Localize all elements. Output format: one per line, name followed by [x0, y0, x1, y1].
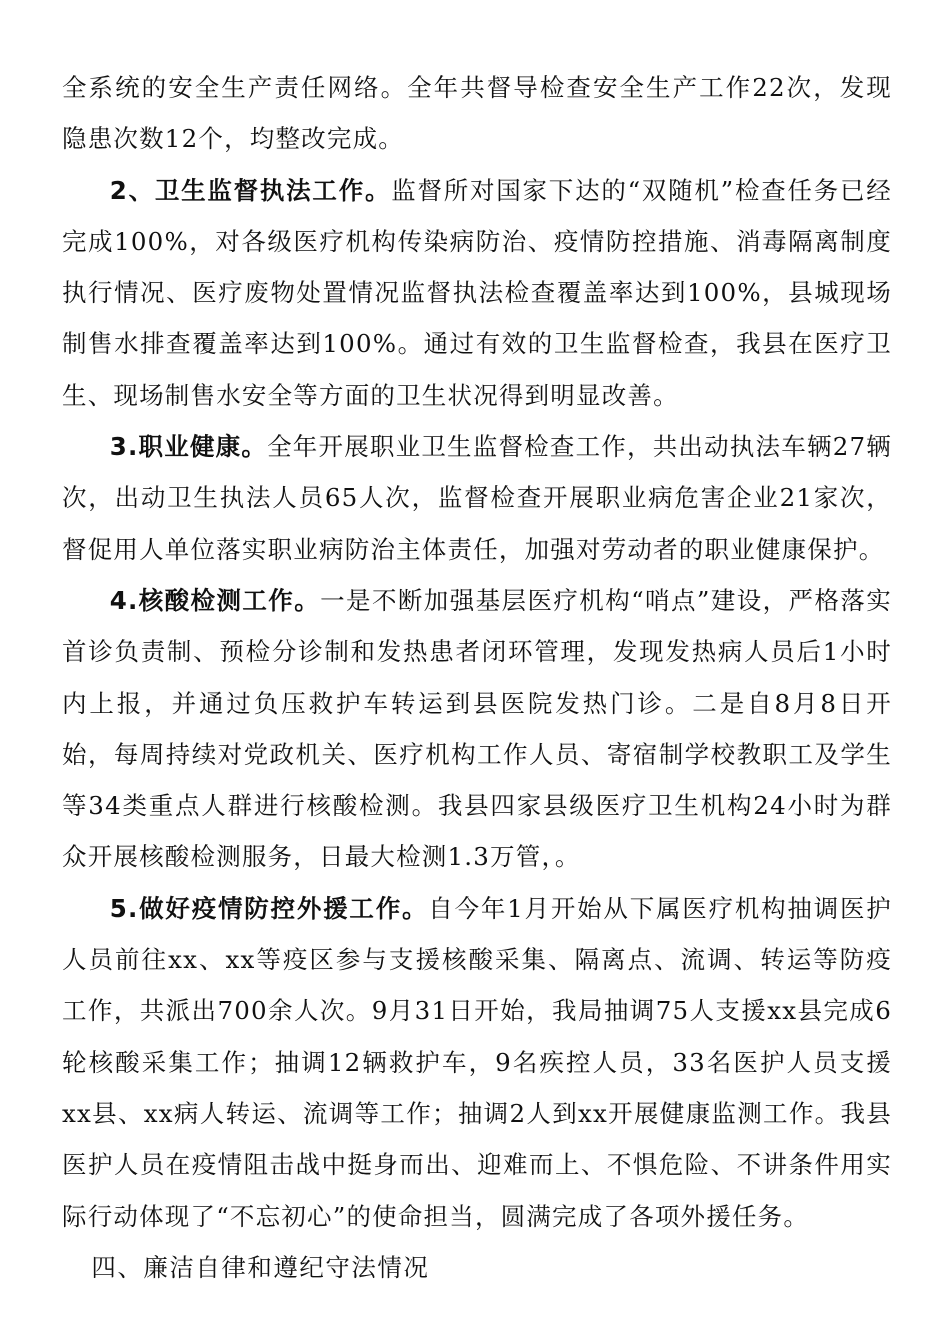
paragraph-occupational-health	[62, 421, 892, 575]
paragraph-safety-continued	[62, 62, 892, 165]
document-page	[62, 62, 892, 1293]
paragraph-lead: 5.做好疫情防控外援工作。	[109, 893, 429, 923]
paragraph-external-aid	[62, 883, 892, 1242]
paragraph-text: 全年开展职业卫生监督检查工作，共出动执法车辆27辆次，出动卫生执法人员65人次，监督检查开展职业病危害企业21家次，督促用人单位落实职业病防治主体责任，加强对劳动者的职业健康保护。	[62, 432, 892, 564]
paragraph-text: 全系统的安全生产责任网络。全年共督导检查安全生产工作22次，发现隐患次数12个，均整改完成。	[62, 73, 892, 154]
paragraph-text: 自今年1月开始从下属医疗机构抽调医护人员前往xx、xx等疫区参与支援核酸采集、隔离点、流调、转运等防疫工作，共派出700余人次。9月31日开始，我局抽调75人支援xx县完成6轮核酸采集工作；抽调12辆救护车，9名疾控人员，33名医护人员支援xx县、xx病人转运、流调等工作；抽调2人到xx开展健康监测工作。我县医护人员在疫情阻击战中挺身而出、迎难而上、不惧危险、不讲条件用实际行动体现了“不忘初心”的使命担当，圆满完成了各项外援任务。	[62, 893, 893, 1231]
paragraph-text: 监督所对国家下达的“双随机”检查任务已经完成100%，对各级医疗机构传染病防治、疫情防控措施、消毒隔离制度执行情况、医疗废物处置情况监督执法检查覆盖率达到100%，县城现场制售水排查覆盖率达到100%。通过有效的卫生监督检查，我县在医疗卫生、现场制售水安全等方面的卫生状况得到明显改善。	[62, 175, 892, 410]
section-heading: 四、廉洁自律和遵纪守法情况	[91, 1252, 430, 1282]
paragraph-nucleic-acid-testing	[62, 575, 892, 883]
paragraph-text: 一是不断加强基层医疗机构“哨点”建设，严格落实首诊负责制、预检分诊制和发热患者闭环管理，发现发热病人员后1小时内上报，并通过负压救护车转运到县医院发热门诊。二是自8月8日开始，每周持续对党政机关、医疗机构工作人员、寄宿制学校教职工及学生等34类重点人群进行核酸检测。我县四家县级医疗卫生机构24小时为群众开展核酸检测服务，日最大检测1.3万管，。	[62, 585, 892, 872]
paragraph-lead: 4.核酸检测工作。	[109, 585, 321, 615]
paragraph-lead: 3.职业健康。	[109, 432, 268, 462]
paragraph-lead: 2、卫生监督执法工作。	[109, 175, 392, 205]
paragraph-health-supervision	[62, 165, 892, 421]
